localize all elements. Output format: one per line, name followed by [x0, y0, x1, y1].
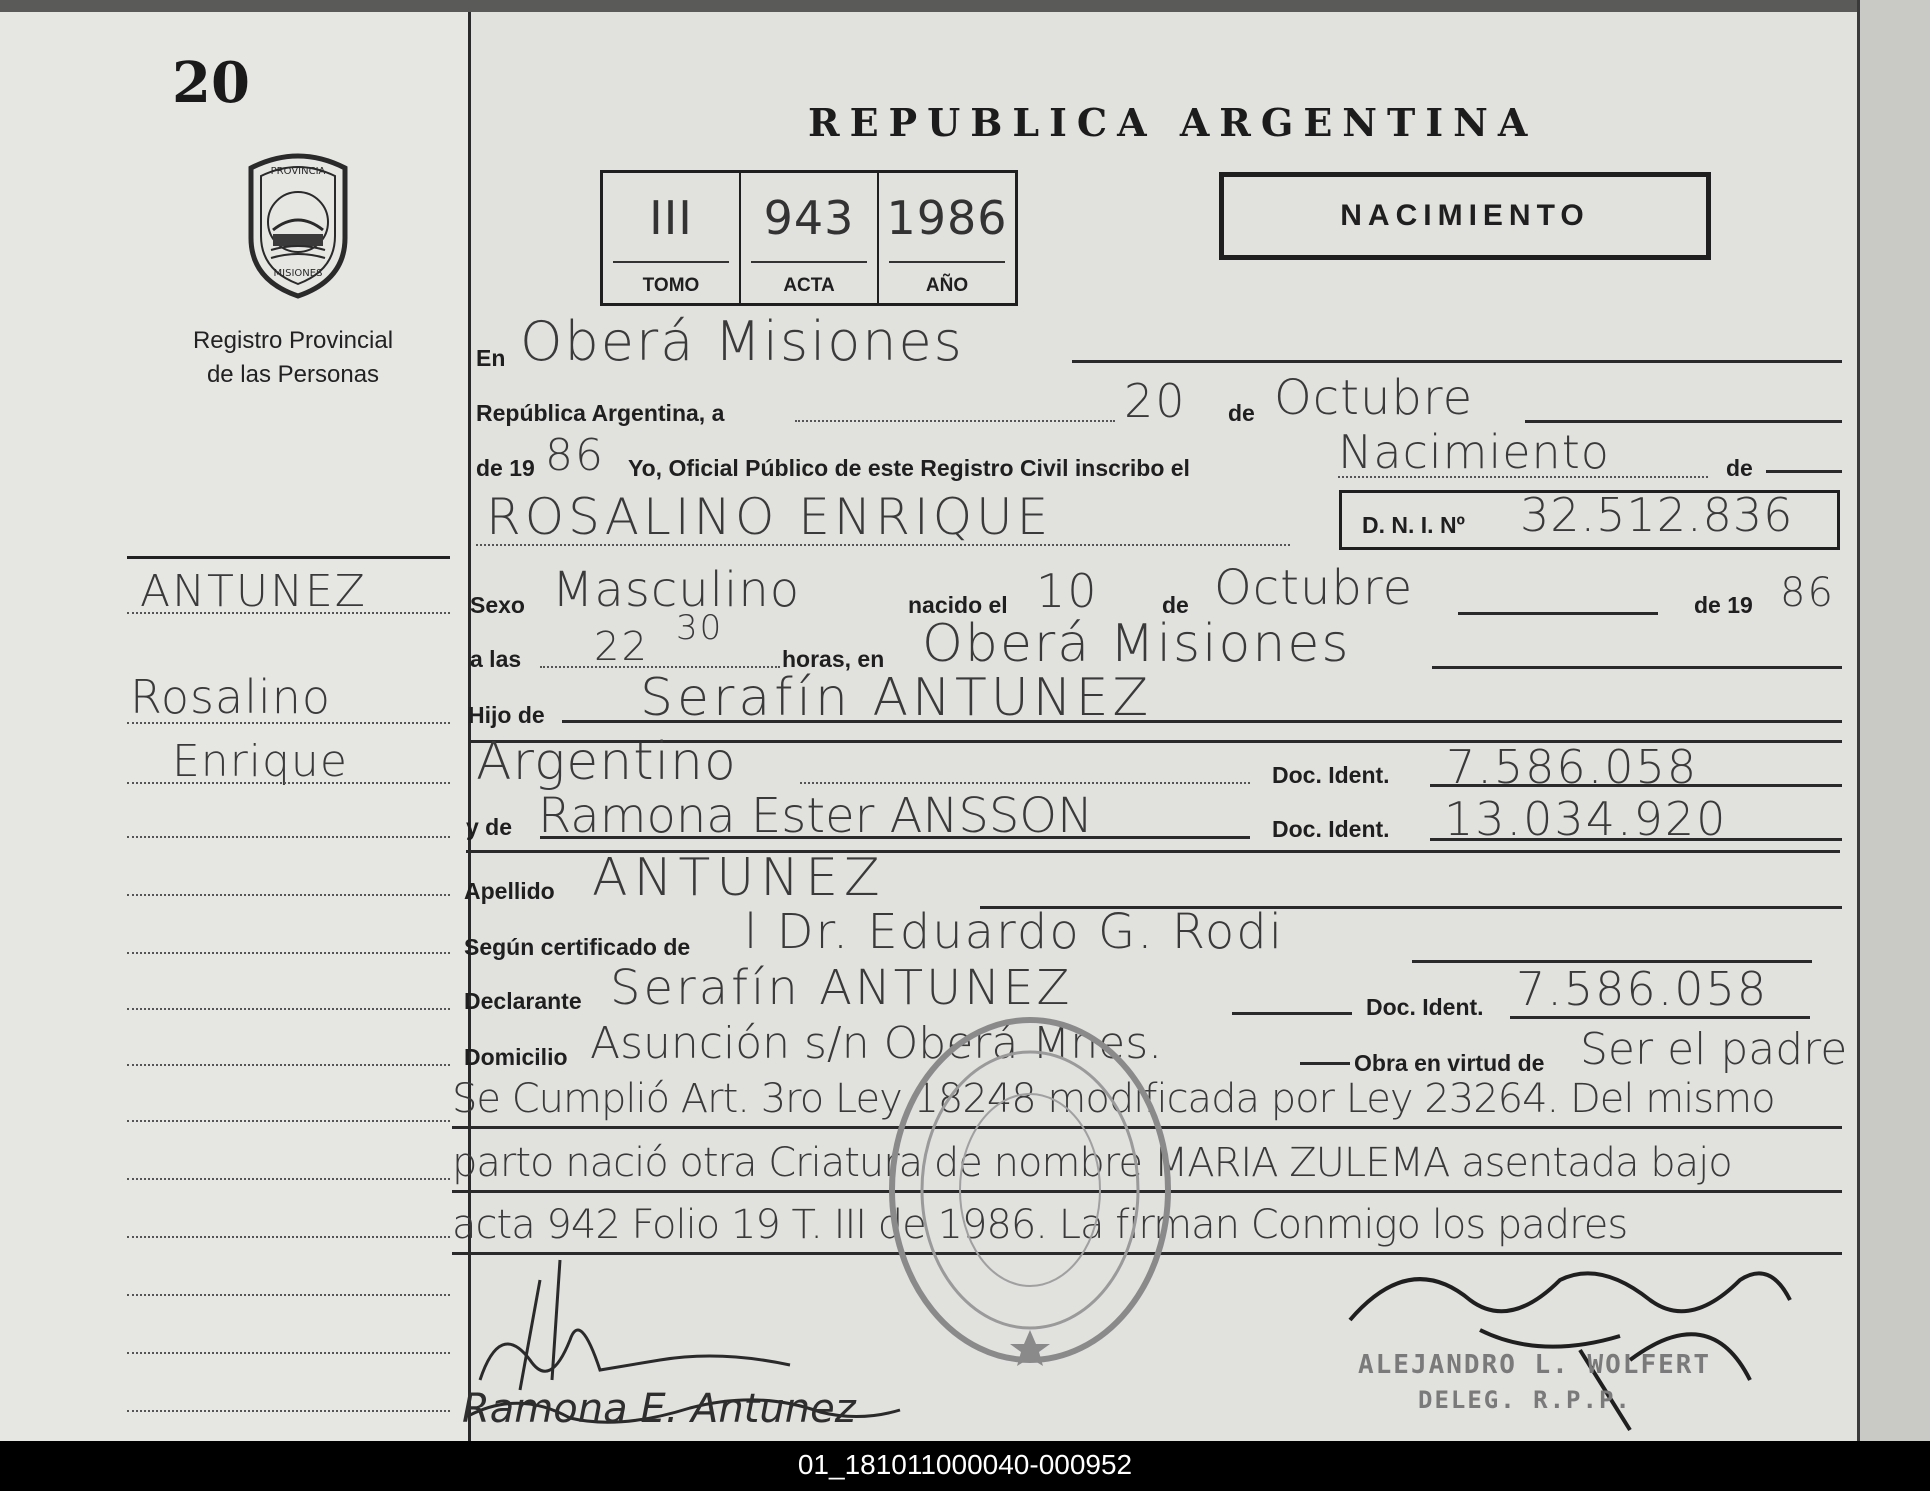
margin-dotted-line [127, 1064, 450, 1066]
margin-dotted-line [127, 1120, 450, 1122]
de-line [1766, 470, 1842, 473]
margin-dotted-line [127, 1294, 450, 1296]
birth-year-prefix: de 19 [1694, 592, 1753, 618]
page-right-edge [1857, 0, 1930, 1441]
image-caption: 01_181011000040-000952 [797, 1449, 1133, 1480]
sexo-label: Sexo [470, 592, 525, 618]
margin-dotted-line [127, 612, 450, 614]
note-line-3: acta 942 Folio 19 T. III de 1986. La firman Conmigo los padres [452, 1202, 1628, 1248]
obra-label: Obra en virtud de [1354, 1050, 1545, 1076]
ano-cell [879, 173, 1015, 303]
country-title: REPUBLICA ARGENTINA [808, 100, 1538, 145]
declarante-doc-value: 7.586.058 [1516, 962, 1769, 1016]
register-box [600, 170, 1018, 306]
segun-label: Según certificado de [464, 934, 691, 960]
hijo-label: Hijo de [468, 702, 545, 728]
margin-dotted-line [127, 1236, 450, 1238]
tomo-label: TOMO [642, 275, 700, 296]
place-value: Oberá Misiones [520, 310, 964, 373]
left-margin-rule [127, 556, 450, 559]
a-las-label: a las [470, 646, 522, 672]
caption-bar [0, 1441, 1930, 1491]
mother-doc-label: Doc. Ident. [1272, 816, 1390, 842]
margin-dotted-line [127, 782, 450, 784]
birth-month-value: Octubre [1214, 560, 1414, 616]
tomo-underline [613, 261, 729, 263]
mother-signature: Ramona E. Antunez [462, 1386, 856, 1432]
certificado-value: l Dr. Eduardo G. Rodi [744, 904, 1285, 960]
child-name-dotted-line [476, 544, 1290, 546]
note-line-2: parto nació otra Criatura de nombre MARIA ZULEMA asentada bajo [452, 1140, 1732, 1186]
month-value: Octubre [1274, 370, 1474, 426]
note-line-1: Se Cumplió Art. 3ro Ley 18248 modificada por Ley 23264. Del mismo [452, 1076, 1775, 1122]
father-doc-label: Doc. Ident. [1272, 762, 1390, 788]
father-nationality: Argentino [476, 732, 737, 792]
mother-doc-line [1430, 838, 1842, 841]
ano-underline [889, 261, 1005, 263]
apellido-value: ANTUNEZ [592, 848, 886, 908]
apellido-label: Apellido [464, 878, 555, 904]
y-de-label: y de [466, 814, 513, 840]
act-value: Nacimiento [1338, 425, 1610, 479]
year-prefix-label: de 19 [476, 455, 535, 481]
year-suffix-value: 86 [545, 430, 605, 481]
child-name: ROSALINO ENRIQUE [486, 488, 1053, 546]
nacido-label: nacido el [908, 592, 1008, 618]
ano-value: 1986 [886, 191, 1008, 245]
registry-title-line1: Registro Provincial [192, 327, 394, 354]
mother-name: Ramona Ester ANSSON [538, 788, 1093, 844]
father-doc-value: 7.586.058 [1446, 740, 1699, 794]
dni-label: D. N. I. Nº [1362, 512, 1465, 538]
registry-title [150, 324, 436, 392]
tomo-cell [603, 173, 741, 303]
tomo-value: III [649, 191, 693, 245]
margin-dotted-line [127, 952, 450, 954]
margin-dotted-line [127, 894, 450, 896]
mother-name-line [540, 836, 1250, 839]
place-line [1072, 360, 1842, 363]
acta-label: ACTA [783, 275, 835, 296]
ano-label: AÑO [925, 275, 969, 296]
oficial-text: Yo, Oficial Público de este Registro Civil inscribo el [628, 455, 1190, 481]
margin-dotted-line [127, 1352, 450, 1354]
sexo-value: Masculino [552, 562, 801, 618]
margin-name1: Rosalino [130, 670, 332, 724]
officer-stamp-line1: ALEJANDRO L. WOLFERT [1358, 1350, 1712, 1380]
date-dotted-line [795, 420, 1115, 422]
margin-dotted-line [127, 722, 450, 724]
domicilio-value: Asunción s/n Oberá Mnes. [590, 1018, 1163, 1069]
record-type-box [1219, 172, 1711, 260]
page-top-edge [0, 0, 1930, 12]
declarante-value: Serafín ANTUNEZ [610, 960, 1073, 1016]
birth-place-value: Oberá Misiones [922, 614, 1351, 674]
birth-day-value: 10 [1036, 564, 1099, 618]
margin-dotted-line [127, 1178, 450, 1180]
birth-month-line [1458, 612, 1658, 615]
hour-value: 22 [594, 624, 649, 670]
domicilio-label: Domicilio [464, 1044, 568, 1070]
margin-dotted-line [127, 836, 450, 838]
mother-doc-value: 13.034.920 [1444, 792, 1728, 846]
acta-value: 943 [763, 191, 855, 245]
en-label: En [476, 345, 506, 371]
de-label-3: de [1162, 592, 1189, 618]
acta-cell [741, 173, 879, 303]
act-dotted-line [1338, 476, 1708, 478]
margin-surname: ANTUNEZ [140, 566, 367, 617]
declarante-label: Declarante [464, 988, 582, 1014]
svg-text:MISIONES: MISIONES [273, 268, 323, 279]
declarante-doc-line [1510, 1016, 1810, 1019]
record-type: NACIMIENTO [1340, 199, 1590, 232]
nationality-dotted-line [800, 782, 1250, 784]
margin-name2: Enrique [172, 736, 348, 787]
father-doc-line [1430, 784, 1842, 787]
father-name: Serafín ANTUNEZ [640, 668, 1153, 728]
registry-title-line2: de las Personas [206, 361, 380, 388]
dni-value: 32.512.836 [1520, 488, 1794, 542]
day-value: 20 [1124, 374, 1187, 428]
acta-underline [751, 261, 867, 263]
folio-number: 20 [172, 50, 250, 116]
birth-place-line [1432, 666, 1842, 669]
de-label-2: de [1726, 455, 1753, 481]
domicilio-line [1300, 1062, 1350, 1065]
margin-dotted-line [127, 1008, 450, 1010]
de-label: de [1228, 400, 1255, 426]
svg-text:PROVINCIA: PROVINCIA [270, 166, 326, 177]
father-name-line [562, 720, 1842, 723]
provincia-misiones-seal-icon [233, 150, 363, 300]
birth-year-suffix: 86 [1780, 570, 1835, 616]
delegation-stamp-icon [880, 1010, 1180, 1370]
horas-label: horas, en [782, 646, 885, 672]
obra-value: Ser el padre [1580, 1024, 1848, 1075]
margin-dotted-line [127, 1410, 450, 1412]
declarante-doc-label: Doc. Ident. [1366, 994, 1484, 1020]
month-line [1525, 420, 1842, 423]
declarante-line [1232, 1012, 1352, 1015]
republica-label: República Argentina, a [476, 400, 725, 426]
officer-stamp-line2: DELEG. R.P.P. [1418, 1386, 1632, 1414]
minutes-value: 30 [676, 608, 724, 648]
